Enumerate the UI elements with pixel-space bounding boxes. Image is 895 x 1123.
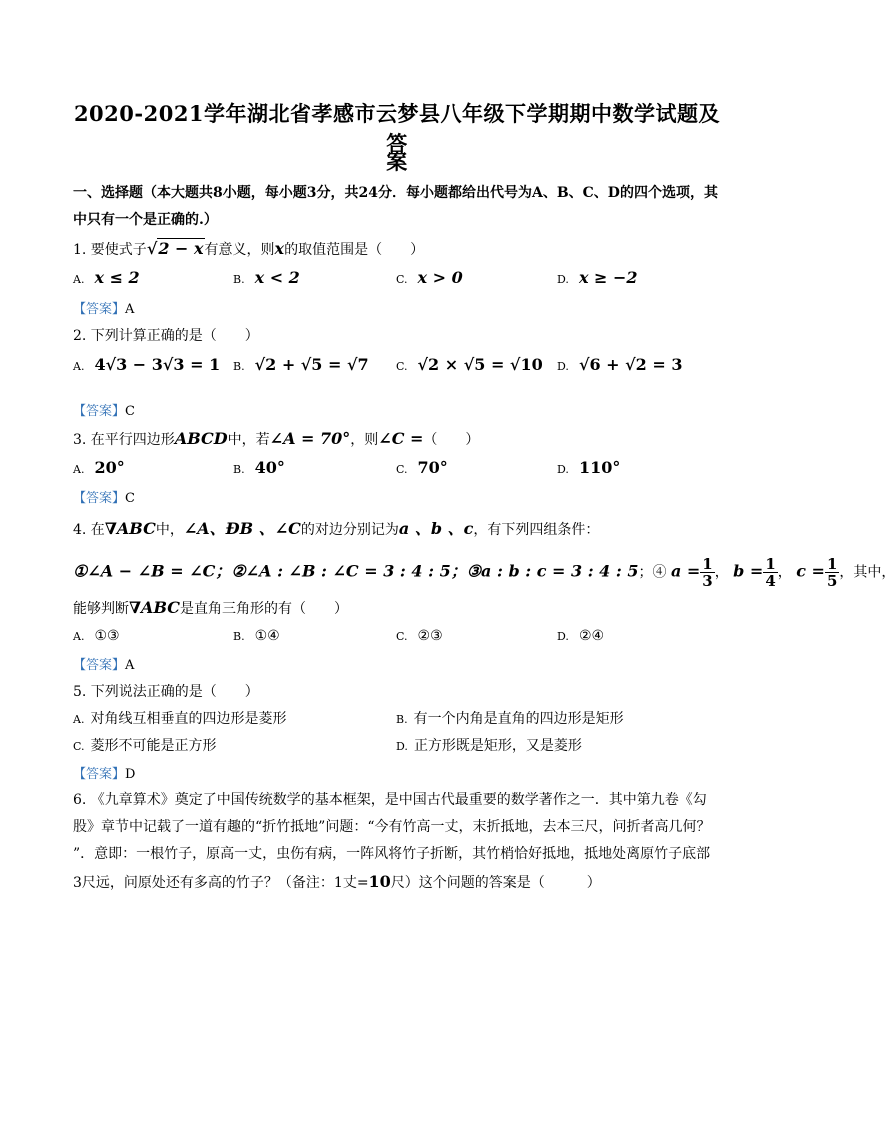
question-6-line2: 股》章节中记载了一道有趣的“折竹抵地”问题：“今有竹高一丈，末折抵地，去本三尺，问折者高几何？	[73, 819, 711, 835]
q1-answer: 【答案】A	[73, 302, 135, 317]
q3-option-d: D. 110°	[557, 458, 621, 477]
document-title-line2: 案	[386, 149, 408, 174]
q5-option-d: D. 正方形既是矩形，又是菱形	[396, 738, 582, 754]
question-6-line4: 3尺远，问原处还有多高的竹子？（备注：1丈=10尺）这个问题的答案是（ ）	[73, 872, 601, 891]
radicand: 2 − x	[158, 239, 204, 258]
question-4-ask: 能够判断∇ABC是直角三角形的有（ ）	[73, 598, 349, 617]
q5-option-b: B. 有一个内角是直角的四边形是矩形	[396, 711, 624, 727]
question-1-stem: 1. 要使式子√2 − x有意义，则x的取值范围是（ ）	[73, 239, 425, 258]
question-3-stem: 3. 在平行四边形ABCD中，若∠A = 70°，则∠C =（ ）	[73, 429, 480, 448]
q4-answer: 【答案】A	[73, 658, 135, 673]
q1-option-a: A. x ≤ 2	[73, 268, 140, 287]
q2-option-a: A. 4√3 − 3√3 = 1	[73, 355, 221, 374]
section-heading: 一、选择题（本大题共8小题，每小题3分，共24分．每小题都给出代号为A、B、C、D的四个选项，其	[73, 185, 718, 201]
q3-answer: 【答案】C	[73, 491, 135, 506]
q3-option-c: C. 70°	[396, 458, 448, 477]
q2-option-c: C. √2 × √5 = √10	[396, 355, 543, 374]
q4-option-d: D. ②④	[557, 628, 605, 644]
section-heading-cont: 中只有一个是正确的.）	[73, 212, 218, 228]
q2-option-d: D. √6 + √2 = 3	[557, 355, 683, 374]
q4-option-a: A. ①③	[73, 628, 120, 644]
q4-option-c: C. ②③	[396, 628, 443, 644]
q1-option-b: B. x < 2	[233, 268, 300, 287]
question-4-conditions: ①∠A − ∠B = ∠C；②∠A : ∠B : ∠C = 3 : 4 : 5；③a : b : c = 3 : 4 : 5；④ a = $\frac{1}{3}$ ， b = $\frac{1}{4}$ ， c = $\frac{1}{5}$ ，其中，	[73, 555, 895, 590]
q2-answer: 【答案】C	[73, 404, 135, 419]
document-title-line1: 2020-2021学年湖北省孝感市云梦县八年级下学期期中数学试题及答	[73, 101, 721, 156]
question-4-stem: 4. 在∇ABC中，∠A、ÐB 、∠C的对边分别记为a 、b 、c，有下列四组条件：	[73, 519, 600, 538]
question-6-line1: 6. 《九章算术》奠定了中国传统数学的基本框架，是中国古代最重要的数学著作之一．其中第九卷《勾	[73, 792, 707, 808]
question-5-stem: 5. 下列说法正确的是（ ）	[73, 684, 259, 700]
q3-option-b: B. 40°	[233, 458, 285, 477]
q5-option-a: A. 对角线互相垂直的四边形是菱形	[73, 711, 287, 727]
q3-option-a: A. 20°	[73, 458, 125, 477]
q2-option-b: B. √2 + √5 = √7	[233, 355, 369, 374]
q1-option-c: C. x > 0	[396, 268, 463, 287]
question-6-line3: ”．意即：一根竹子，原高一丈，虫伤有病，一阵风将竹子折断，其竹梢恰好抵地，抵地处离原竹子底部	[73, 846, 711, 862]
question-2-stem: 2. 下列计算正确的是（ ）	[73, 328, 259, 344]
q5-option-c: C. 菱形不可能是正方形	[73, 738, 217, 754]
q1-option-d: D. x ≥ −2	[557, 268, 638, 287]
q5-answer: 【答案】D	[73, 767, 136, 782]
q4-option-b: B. ①④	[233, 628, 280, 644]
